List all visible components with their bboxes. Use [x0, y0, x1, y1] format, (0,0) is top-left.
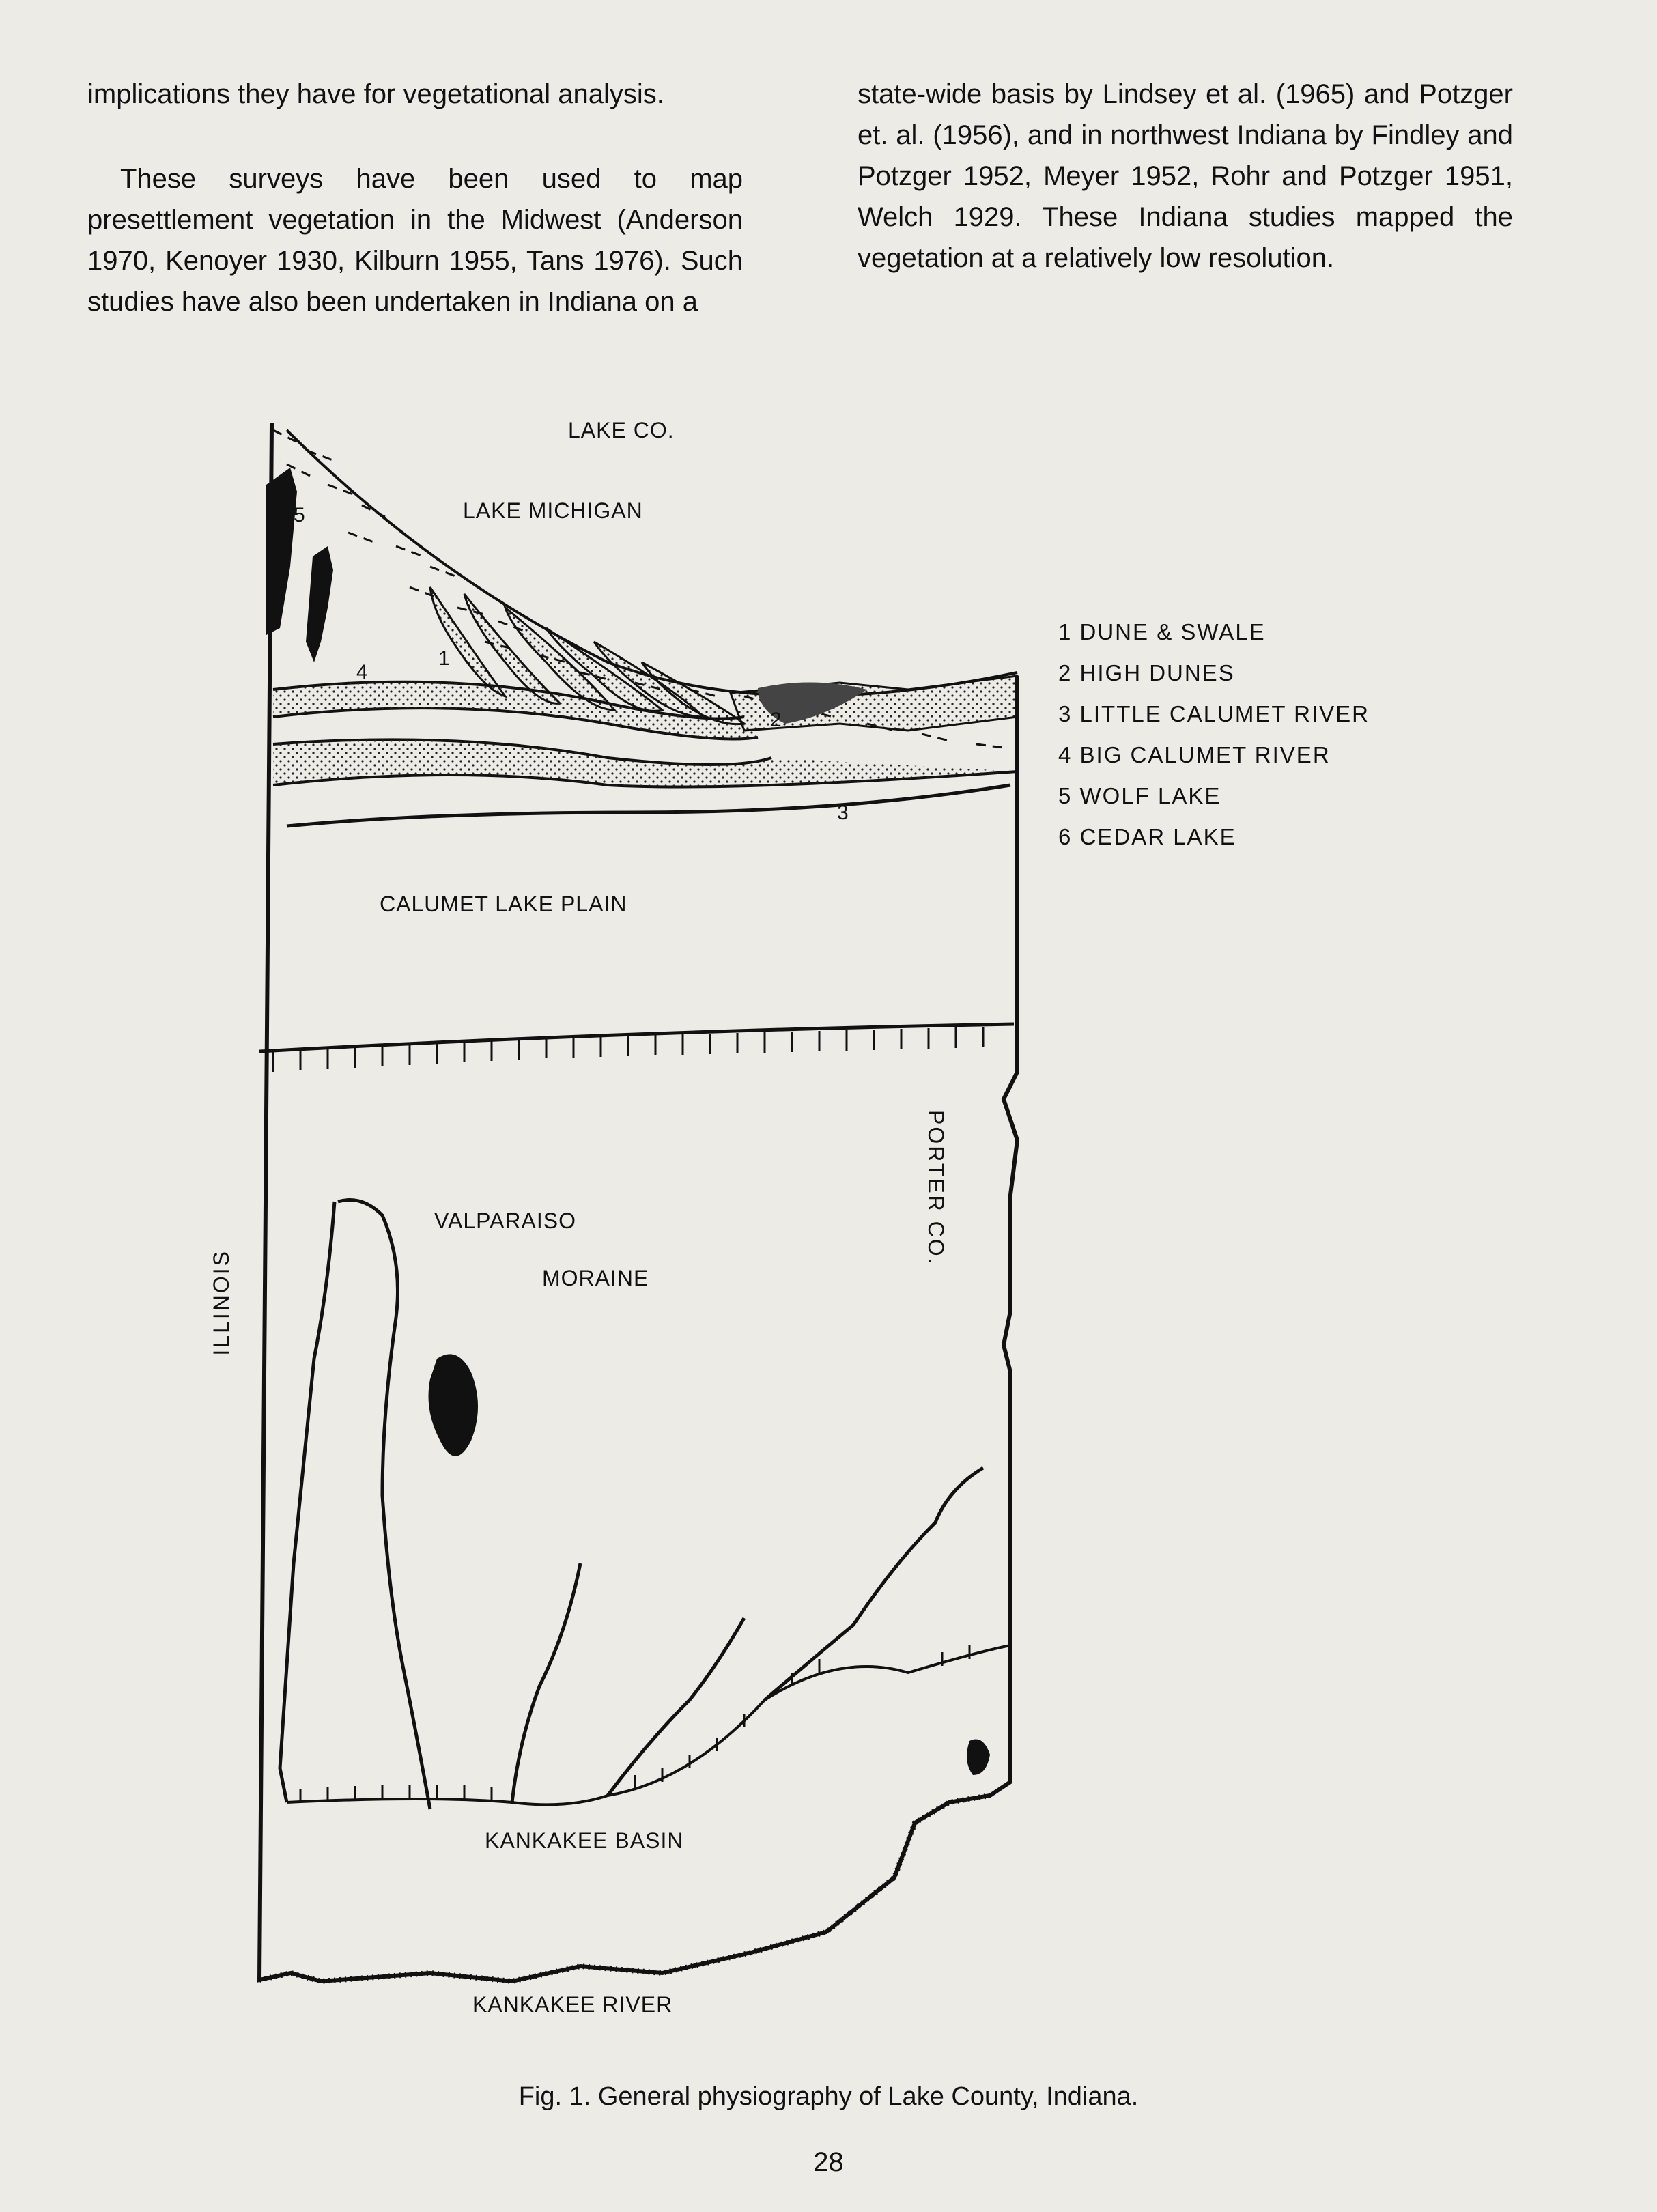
small-lake-shape — [967, 1740, 990, 1776]
basin-edge — [287, 1645, 1010, 1804]
map-label-valparaiso: VALPARAISO — [434, 1208, 576, 1233]
map-label-lake-co: LAKE CO. — [568, 418, 675, 442]
wolf-lake-shape-2 — [306, 546, 333, 662]
map-label-moraine: MORAINE — [542, 1266, 649, 1290]
map-number-2: 2 — [770, 709, 782, 731]
legend-item-dune-swale: 1 DUNE & SWALE — [1058, 619, 1266, 644]
map-label-lake-michigan: LAKE MICHIGAN — [463, 498, 643, 523]
left-paragraph-1: implications they have for vegetational analysis. — [87, 79, 664, 109]
map-number-1: 1 — [438, 647, 450, 670]
basin-edge-ticks — [300, 1645, 969, 1802]
right-column — [858, 74, 1513, 279]
map-legend — [1058, 612, 1370, 857]
wolf-lake-shape — [266, 468, 297, 635]
legend-item-big-calumet-river: 4 BIG CALUMET RIVER — [1058, 742, 1331, 767]
left-paragraph-2: These surveys have been used to map presettlement vegetation in the Midwest (Anderson 1970, Kenoyer 1930, Kilburn 1955, Tans 1976). Such studies have also been undertaken in Indiana on a — [87, 164, 743, 317]
legend-item-wolf-lake: 5 WOLF LAKE — [1058, 783, 1221, 808]
page-number: 28 — [813, 2147, 844, 2177]
county-boundary — [259, 423, 1017, 1981]
map-number-3: 3 — [837, 802, 849, 824]
little-calumet-river — [287, 785, 1010, 826]
moraine-drainage — [280, 1200, 983, 1810]
right-paragraph-1: state-wide basis by Lindsey et al. (1965) and Potzger et. al. (1956), and in northwest Indiana by Findley and Potzger 1952, Meyer 1952, Rohr and Potzger 1951, Welch 1929. These Indiana studies mapped the vegetation at a relatively low resolution. — [858, 79, 1513, 273]
map-label-kankakee-river: KANKAKEE RIVER — [472, 1992, 673, 2017]
map-label-porter-co: PORTER CO. — [924, 1110, 948, 1266]
figure-caption: Fig. 1. General physiography of Lake County, Indiana. — [518, 2082, 1139, 2111]
legend-item-cedar-lake: 6 CEDAR LAKE — [1058, 824, 1236, 849]
lake-michigan-shoreline — [287, 430, 1017, 696]
map-number-5: 5 — [294, 504, 305, 526]
legend-item-little-calumet-river: 3 LITTLE CALUMET RIVER — [1058, 701, 1370, 726]
map-number-6: 6 — [463, 1386, 475, 1408]
map-label-calumet-lake-plain: CALUMET LAKE PLAIN — [380, 892, 627, 916]
map-number-4: 4 — [356, 661, 368, 683]
left-column — [87, 74, 743, 322]
map-label-illinois: ILLINOIS — [209, 1249, 233, 1356]
legend-item-high-dunes: 2 HIGH DUNES — [1058, 660, 1235, 685]
map-label-kankakee-basin: KANKAKEE BASIN — [485, 1828, 684, 1853]
